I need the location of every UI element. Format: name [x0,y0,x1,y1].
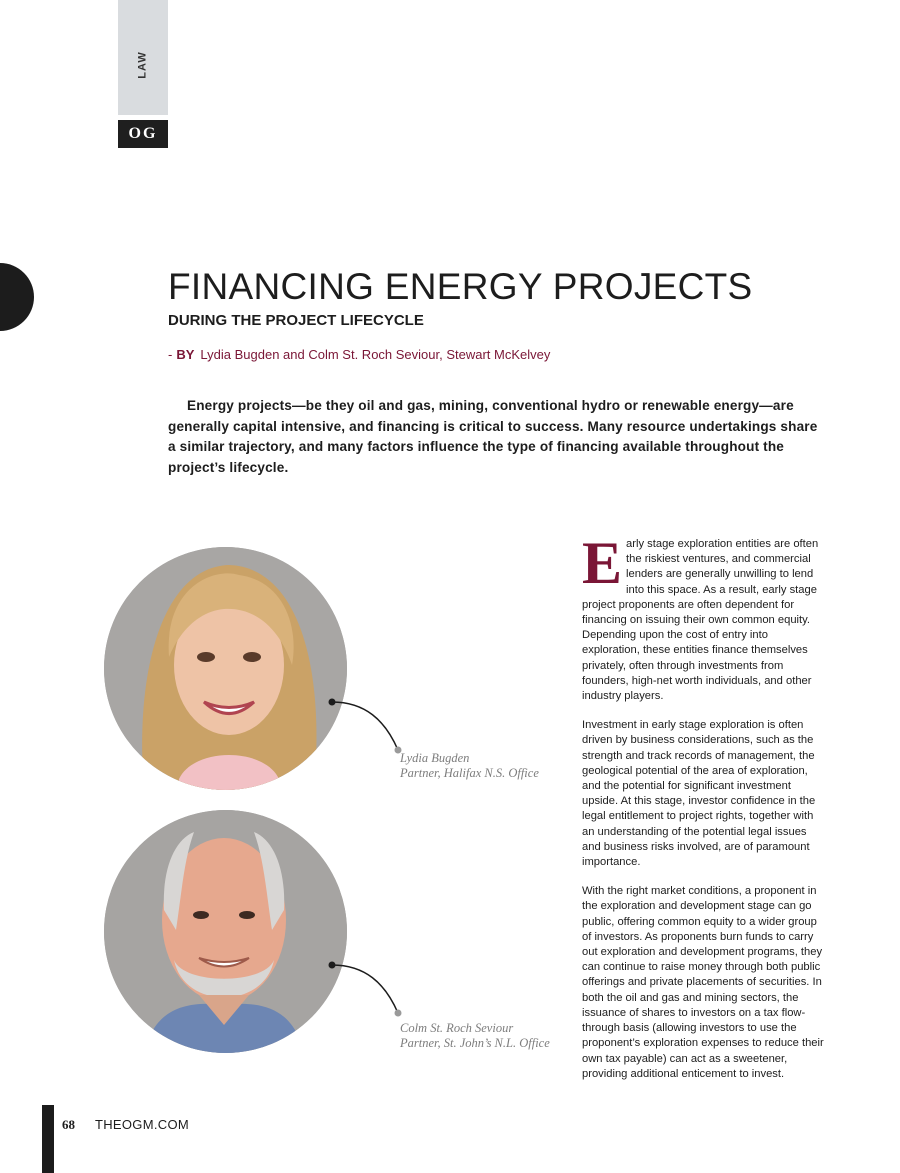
portrait-name: Colm St. Roch Seviour [400,1021,514,1035]
article-body [582,530,828,1096]
byline [168,347,550,362]
portrait-role: Partner, St. John’s N.L. Office [400,1036,550,1050]
body-paragraph-2: Investment in early stage exploration is often driven by business considerations, such as the strength and track records of management, the geological potential of the area of exploration, and the potential for significant investment upside. At this stage, investor confidence in the legal entitlement to project rights, together with an understanding of the potential legal issues and business risks involved, are of paramount importance. [582,719,816,869]
footer-bar [42,1105,54,1173]
drop-cap: E [582,530,623,596]
article-title: FINANCING ENERGY PROJECTS [168,266,753,307]
portrait-name: Lydia Bugden [400,751,470,765]
article-intro: Energy projects—be they oil and gas, mining, conventional hydro or renewable energy—are generally capital intensive, and financing is critical to success. Many resource undertakings share a similar trajectory, and many factors influence the type of financing available throughout the project’s lifecycle. [168,398,818,475]
body-paragraph-1-text: arly stage exploration entities are often the riskiest ventures, and commercial lenders are generally unwilling to lend into this space. As a result, early stage project proponents are often dependent for financing on issuing their own common equity. Depending upon the cost of entry into exploration, these entities finance themselves privately, often through investments from founders, high-net worth individuals, and other industry players. [582,538,819,703]
section-tab-label: LAW [136,51,149,79]
page-number: 68 [62,1117,75,1132]
portrait-photo-colm-seviour [104,810,347,1053]
byline-dash: - [168,347,173,362]
byline-authors: Lydia Bugden and Colm St. Roch Seviour, Stewart McKelvey [200,347,551,362]
portrait-caption-1 [400,751,539,781]
portrait-connector-1 [320,690,410,760]
byline-by: BY [176,347,195,362]
magazine-logo: OG [118,120,168,148]
portrait-connector-2 [320,955,410,1025]
portrait-role: Partner, Halifax N.S. Office [400,766,539,780]
decorative-half-circle [0,263,34,331]
article-subtitle: DURING THE PROJECT LIFECYCLE [168,312,424,329]
site-name: THEOGM.COM [95,1117,189,1132]
body-paragraph-3: With the right market conditions, a proponent in the exploration and development stage can go public, offering common equity to a wider group of investors. As proponents burn funds to carry out exploration and development programs, they can continue to raise money through both public offerings and private placements of securities. In both the oil and gas and mining sectors, the issuance of shares to investors on a tax flow-through basis (allowing investors to use the proponent’s exploration expenses to reduce their own tax payable) can act as a sweetener, providing additional enticement to invest. [582,885,824,1080]
portrait-caption-2 [400,1021,550,1051]
portrait-photo-lydia-bugden [104,547,347,790]
body-paragraph-1 [582,530,828,704]
